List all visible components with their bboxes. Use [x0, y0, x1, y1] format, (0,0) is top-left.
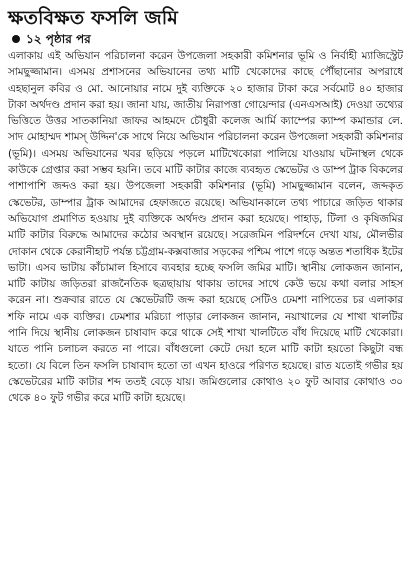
continuation-line: [12, 31, 405, 47]
headline: ক্ষতবিক্ষত ফসলি জমি: [8, 7, 178, 29]
continuation-text: ১২ পৃষ্ঠার পর: [26, 32, 91, 46]
bullet-icon: [12, 35, 20, 43]
article-body: এলাকায় এই অভিযান পরিচালনা করেন উপজেলা সহকারী কমিশনার ভূমি ও নির্বাহী ম্যাজিস্ট্রেট সামছুজ্জামান। এসময় প্রশাসনের অভিযানের তথ্য মাটি খেকোদের কাছে পৌঁছানোর অপরাধে এহছানুল কবির ও মো. আনোয়ার নামে দুই ব্যক্তিকে ২০ হাজার টাকা করে সর্বমোট ৪০ হাজার টাকা অর্থদণ্ড প্রদান করা হয়। জানা যায়, জাতীয় নিরাপত্তা গোয়েন্দার (এনএসআই) দেওয়া তথ্যের ভিত্তিতে উত্তর সাতকানিয়া জাফর আহমদে চৌধুরী কলেজ আর্মি ক্যাম্পের ক্যাম্প কমান্ডার লে. সাদ মোহাম্মদ শামস্ উদ্দিন'কে সাথে নিয়ে অভিযান পরিচালনা করেন উপজেলা সহকারী কমিশনার (ভূমি)। এসময় অভিযানের খবর ছড়িয়ে পড়লে মাটিখেকোরা পালিয়ে যাওয়ায় ঘটনাস্থল থেকে কাউকে গ্রেপ্তার করা সম্ভব হয়নি। তবে মাটি কাটার কাজে ব্যবহৃত স্কেভেটর ও ডাম্প ট্রাক বিকলের পাশাপাশি জব্দও করা হয়। উপজেলা সহকারী কমিশনার (ভূমি) সামছুজ্জামান বলেন, জব্দকৃত স্কেভেটর, ডাম্পার ট্রাক আমাদের হেফাজতে রয়েছে। অভিযানকালে তথ্য পাচারে জড়িত থাকার অভিযোগ প্রমাণিত হওয়ায় দুই ব্যক্তিকে অর্থদণ্ড প্রদান করা হয়েছে। পাহাড়, টিলা ও কৃষিজমির মাটি কাটার বিরুদ্ধে আমাদের কঠোর অবস্থান রয়েছে। সরেজমিন পরিদর্শনে দেখা যায়, মৌলভীর দোকান থেকে কেরানীহাট পর্যন্ত চট্টগ্রাম-কক্সবাজার সড়কের পশ্চিম পাশে গড়ে অন্তত শতাধিক ইটের ভাটা। এসব ভাটায় কাঁচামাল হিসাবে ব্যবহার হচ্ছে ফসলি জমির মাটি। স্থানীয় লোকজন জানান, মাটি কাটায় জড়িতরা রাজনৈতিক ছত্রছায়ায় থাকায় তাদের সাথে কেউ ভয়ে কথা বলার সাহস করেন না। শুক্রবার রাতে যে স্কেভেটরটি জব্দ করা হয়েছে সেটিও ঢেমশা নাপিতের চর এলাকার শফি নামে এক ব্যক্তির। ঢেমশার মরিচ্যা পাড়ার লোকজন জানান, নয়াখালের যে শাখা খালটির পানি দিয়ে স্থানীয় লোকজন চাষাবাদ করে থাকে সেই শাখা খালটিতে বাঁধ দিয়েছে মাটি খেকোরা। যাতে পানি চলাচল করতে না পারে। বাঁধগুলো কেটে দেয়া হলে মাটি কাটা হয়তো কিছুটা বন্ধ হতো। যে বিলে তিন ফসলি চাষাবাদ হতো তা এখন হাওরে পরিণত হয়েছে। রাত যতোই গভীর হয় স্কেভেটরের মাটি কাটার শব্দ ততই বেড়ে যায়। জমিগুলোর কোথাও ২০ ফুট আবার কোথাও ৩০ থেকে ৪০ ফুট গভীর করে মাটি কাটা হয়েছে।: [8, 50, 403, 405]
